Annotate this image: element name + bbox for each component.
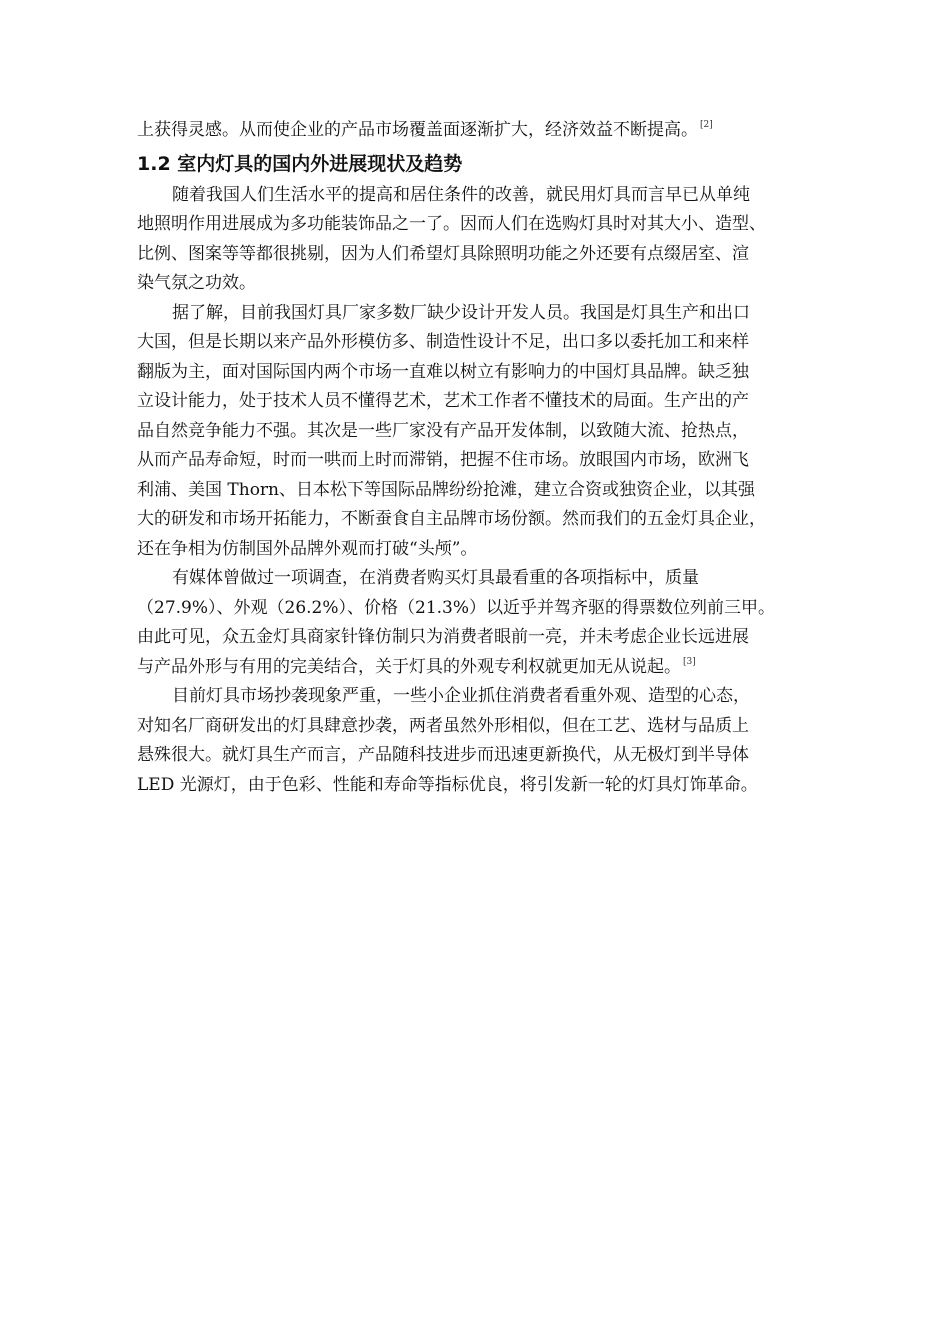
paragraph-line: 品自然竞争能力不强。其次是一些厂家没有产品开发体制，以致随大流、抢热点，	[137, 420, 749, 441]
paragraph-line: 对知名厂商研发出的灯具肆意抄袭，两者虽然外形相似，但在工艺、选材与品质上	[137, 715, 749, 736]
paragraph-line: 立设计能力，处于技术人员不懂得艺术，艺术工作者不懂技术的局面。生产出的产	[137, 391, 749, 411]
paragraph-line: 地照明作用进展成为多功能装饰品之一了。因而人们在选购灯具时对其大小、造型、	[137, 214, 766, 234]
paragraph-line: 翻版为主，面对国际国内两个市场一直难以树立有影响力的中国灯具品牌。缺乏独	[137, 361, 749, 382]
paragraph-3	[137, 564, 837, 682]
paragraph-line: （27.9%）、外观（26.2%）、价格（21.3%）以近乎并驾齐驱的得票数位列前三甲。	[137, 597, 776, 618]
paragraph-line: 随着我国人们生活水平的提高和居住条件的改善，就民用灯具而言早已从单纯	[172, 184, 750, 205]
citation-ref-2: [2]	[700, 120, 713, 130]
paragraph-2	[137, 299, 837, 565]
paragraph-line: 利浦、美国 Thorn、日本松下等国际品牌纷纷抢滩，建立合资或独资企业，以其强	[137, 479, 755, 500]
paragraph-line: 染气氛之功效。	[137, 273, 256, 293]
paragraph-line: 比例、图案等等都很挑剔，因为人们希望灯具除照明功能之外还要有点缀居室、渲	[137, 243, 749, 264]
paragraph-line: 大国，但是长期以来产品外形模仿多、制造性设计不足，出口多以委托加工和来样	[137, 332, 749, 352]
section-heading: 1.2 室内灯具的国内外进展现状及趋势	[137, 152, 463, 175]
paragraph-line: 从而产品寿命短，时而一哄而上时而滞销，把握不住市场。放眼国内市场，欧洲飞	[137, 450, 749, 470]
intro-line	[137, 116, 837, 146]
paragraph-line-with-ref	[137, 653, 837, 683]
paragraph-line: 据了解，目前我国灯具厂家多数厂缺少设计开发人员。我国是灯具生产和出口	[172, 302, 750, 323]
paragraph-1	[137, 181, 837, 299]
paragraph-line: 悬殊很大。就灯具生产而言，产品随科技进步而迅速更新换代，从无极灯到半导体	[137, 745, 749, 765]
paragraph-line: 有媒体曾做过一项调查，在消费者购买灯具最看重的各项指标中，质量	[172, 568, 699, 588]
paragraph-4	[137, 682, 837, 800]
citation-ref-3: [3]	[683, 656, 696, 667]
paragraph-line: 由此可见，众五金灯具商家针锋仿制只为消费者眼前一亮，并未考虑企业长远进展	[137, 627, 749, 647]
document-page	[137, 116, 837, 800]
paragraph-line: 还在争相为仿制国外品牌外观而打破“头颅”。	[137, 538, 478, 559]
paragraph-line: 目前灯具市场抄袭现象严重，一些小企业抓住消费者看重外观、造型的心态，	[172, 686, 750, 706]
paragraph-line: 大的研发和市场开拓能力，不断蚕食自主品牌市场份额。然而我们的五金灯具企业，	[137, 509, 766, 529]
intro-text: 上获得灵感。从而使企业的产品市场覆盖面逐渐扩大，经济效益不断提高。	[137, 120, 698, 140]
paragraph-line-text: 与产品外形与有用的完美结合，关于灯具的外观专利权就更加无从说起。	[137, 656, 681, 677]
paragraph-line: LED 光源灯，由于色彩、性能和寿命等指标优良，将引发新一轮的灯具灯饰革命。	[137, 774, 758, 795]
